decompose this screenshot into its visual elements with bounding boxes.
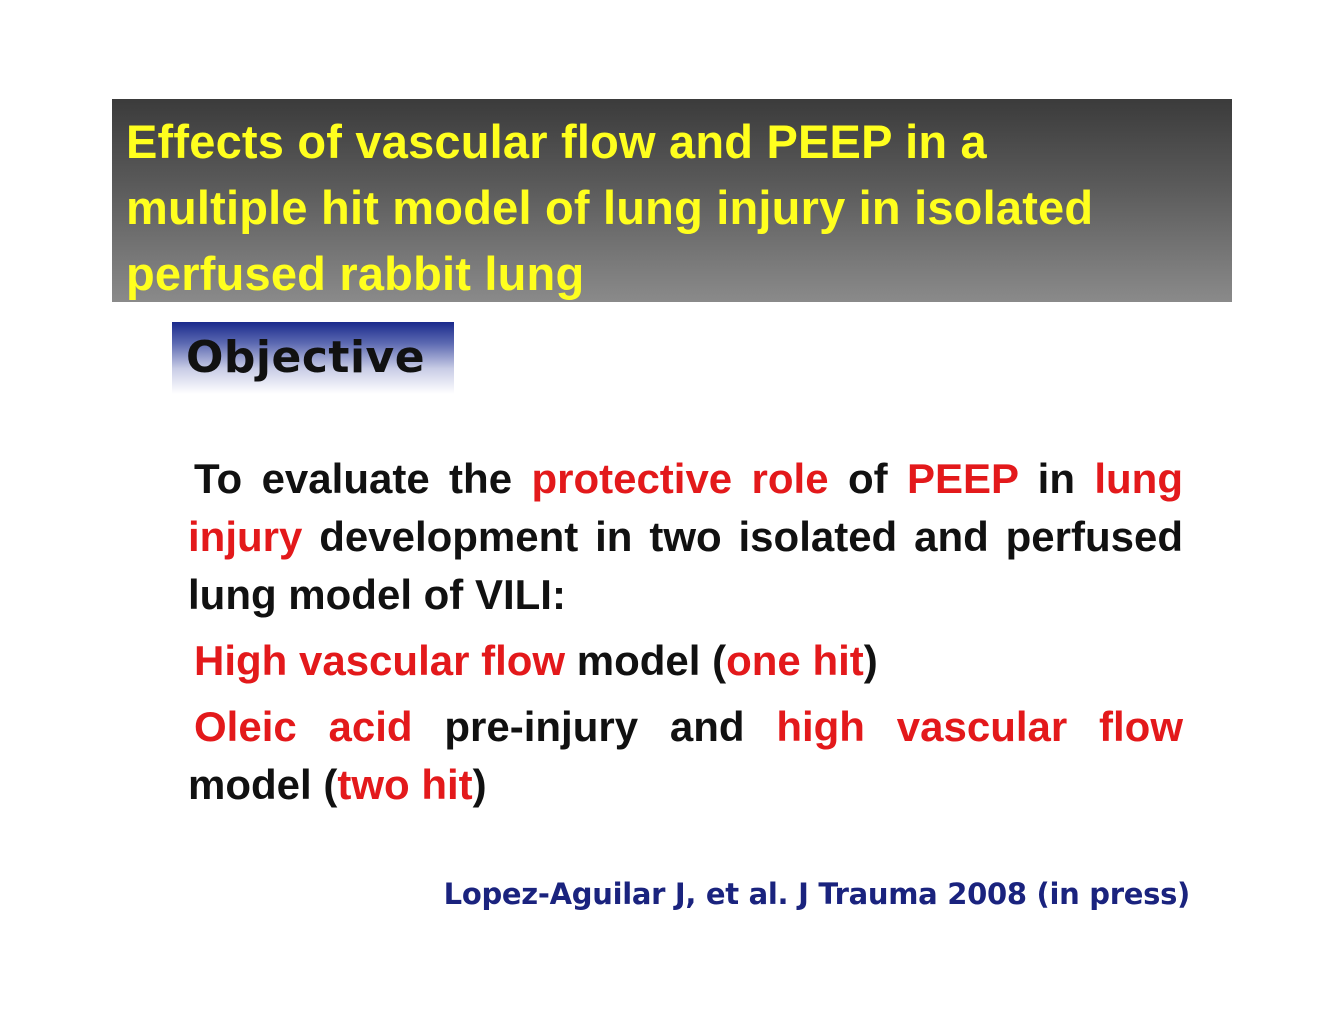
p3-highlight-two-hit: two hit — [337, 761, 473, 808]
p2-highlight-one-hit: one hit — [726, 637, 864, 684]
objective-paragraph-2 — [188, 632, 1183, 690]
title-bar — [112, 99, 1232, 302]
p1-text-7: development in two isolated and perfused lung model of VILI: — [188, 513, 1183, 618]
objective-paragraph-1 — [188, 450, 1183, 624]
p1-text-3: of — [828, 455, 907, 502]
p1-highlight-peep: PEEP — [906, 455, 1019, 502]
p3-text-6: ) — [472, 761, 487, 808]
p2-text-2: model ( — [565, 637, 727, 684]
slide-title: Effects of vascular flow and PEEP in a multiple hit model of lung injury in isolated perfused rabbit lung — [126, 115, 1094, 300]
p1-text-5: in — [1018, 455, 1095, 502]
p3-text-4: model ( — [188, 761, 338, 808]
objective-body — [188, 450, 1183, 814]
p1-text-1: To evaluate the — [194, 455, 532, 502]
citation: Lopez-Aguilar J, et al. J Trauma 2008 (in press) — [443, 877, 1190, 911]
p3-highlight-oleic-acid: Oleic acid — [194, 703, 413, 750]
p2-text-4: ) — [863, 637, 878, 684]
p3-text-2: pre-injury and — [412, 703, 777, 750]
p3-highlight-high-vascular-flow: high vascular flow — [776, 703, 1183, 750]
section-header-label: Objective — [186, 332, 426, 383]
p2-highlight-high-vascular-flow: High vascular flow — [194, 637, 566, 684]
p1-highlight-protective-role: protective role — [531, 455, 829, 502]
section-header — [172, 322, 454, 394]
p1-highlight-lung-injury: lung injury — [188, 455, 1183, 560]
objective-paragraph-3 — [188, 698, 1183, 814]
